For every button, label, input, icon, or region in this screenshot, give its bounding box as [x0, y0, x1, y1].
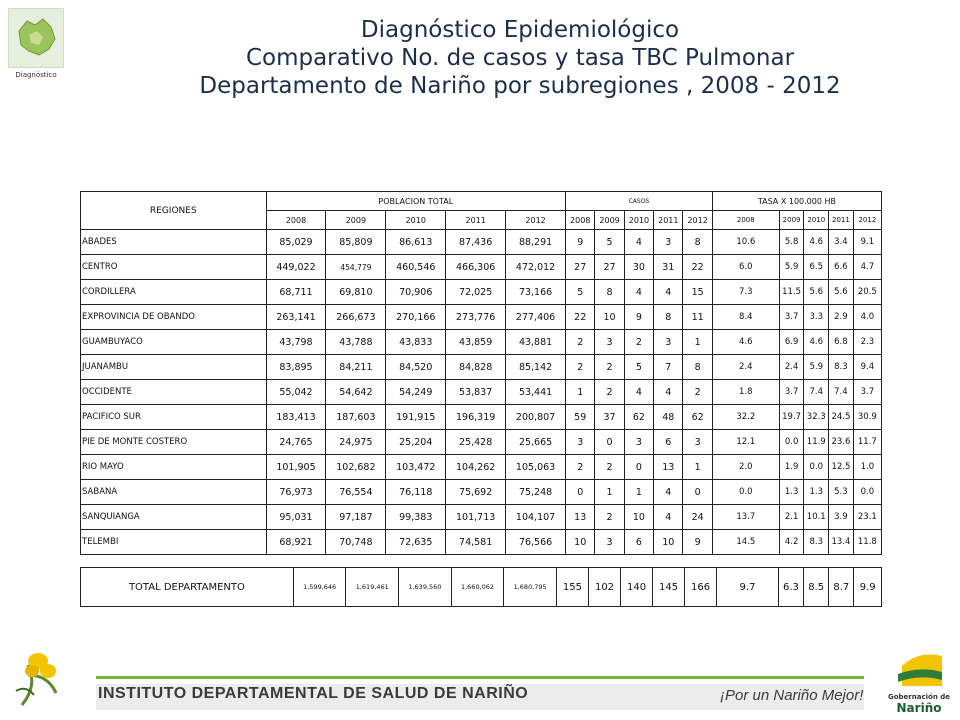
rate-cell: 13.4 [829, 530, 854, 555]
cases-cell: 3 [683, 430, 712, 455]
population-cell: 84,211 [326, 355, 386, 380]
rate-cell: 20.5 [853, 280, 881, 305]
rate-cell: 4.6 [712, 330, 779, 355]
region-name: PACIFICO SUR [81, 405, 267, 430]
population-cell: 196,319 [446, 405, 506, 430]
population-cell: 43,788 [326, 330, 386, 355]
population-cell: 76,118 [386, 480, 446, 505]
population-cell: 449,022 [266, 255, 326, 280]
population-cell: 74,581 [446, 530, 506, 555]
total-population-cell: 1,639,560 [399, 568, 452, 607]
population-cell: 85,142 [506, 355, 566, 380]
rate-cell: 12.5 [829, 455, 854, 480]
population-cell: 68,711 [266, 280, 326, 305]
population-cell: 76,554 [326, 480, 386, 505]
total-rate-cell: 6.3 [778, 568, 803, 607]
total-cases-cell: 102 [588, 568, 620, 607]
cases-cell: 15 [683, 280, 712, 305]
rate-cell: 1.9 [779, 455, 804, 480]
logo-caption: Diagnóstico [15, 71, 57, 79]
rate-cell: 1.3 [804, 480, 829, 505]
total-rate-cell: 9.7 [717, 568, 779, 607]
year-header-casos: 2011 [654, 211, 683, 230]
rate-cell: 9.4 [853, 355, 881, 380]
rate-cell: 23.6 [829, 430, 854, 455]
population-cell: 104,107 [506, 505, 566, 530]
cases-cell: 3 [654, 330, 683, 355]
population-cell: 183,413 [266, 405, 326, 430]
rate-cell: 9.1 [853, 230, 881, 255]
institution-name: INSTITUTO DEPARTAMENTAL DE SALUD DE NARIÑO [98, 685, 529, 702]
region-name: OCCIDENTE [81, 380, 267, 405]
cases-cell: 62 [683, 405, 712, 430]
cases-cell: 11 [683, 305, 712, 330]
population-cell: 200,807 [506, 405, 566, 430]
cases-cell: 9 [624, 305, 653, 330]
year-header-casos: 2010 [624, 211, 653, 230]
cases-cell: 0 [595, 430, 624, 455]
population-cell: 73,166 [506, 280, 566, 305]
population-cell: 273,776 [446, 305, 506, 330]
cases-cell: 1 [624, 480, 653, 505]
cases-cell: 4 [624, 280, 653, 305]
footer-divider [96, 676, 864, 679]
population-cell: 277,406 [506, 305, 566, 330]
rate-cell: 1.0 [853, 455, 881, 480]
population-cell: 88,291 [506, 230, 566, 255]
population-cell: 54,249 [386, 380, 446, 405]
cases-cell: 0 [683, 480, 712, 505]
cases-cell: 6 [654, 430, 683, 455]
total-label: TOTAL DEPARTAMENTO [81, 568, 294, 607]
population-cell: 68,921 [266, 530, 326, 555]
population-cell: 187,603 [326, 405, 386, 430]
region-name: PIE DE MONTE COSTERO [81, 430, 267, 455]
population-cell: 55,042 [266, 380, 326, 405]
rate-cell: 7.3 [712, 280, 779, 305]
region-name: SABANA [81, 480, 267, 505]
cases-cell: 0 [624, 455, 653, 480]
population-cell: 460,546 [386, 255, 446, 280]
year-header-tasa: 2011 [829, 211, 854, 230]
population-cell: 102,682 [326, 455, 386, 480]
cases-cell: 2 [624, 330, 653, 355]
rate-cell: 6.8 [829, 330, 854, 355]
rate-cell: 2.1 [779, 505, 804, 530]
cases-cell: 2 [595, 380, 624, 405]
rate-cell: 6.5 [804, 255, 829, 280]
table-row [81, 355, 882, 380]
rate-cell: 6.0 [712, 255, 779, 280]
rate-cell: 5.6 [829, 280, 854, 305]
rate-cell: 6.6 [829, 255, 854, 280]
map-icon [9, 9, 63, 67]
rate-cell: 3.7 [779, 380, 804, 405]
population-cell: 270,166 [386, 305, 446, 330]
rate-cell: 3.7 [853, 380, 881, 405]
population-cell: 72,025 [446, 280, 506, 305]
population-cell: 70,748 [326, 530, 386, 555]
rate-cell: 3.9 [829, 505, 854, 530]
population-cell: 25,665 [506, 430, 566, 455]
population-header: POBLACION TOTAL [266, 192, 565, 211]
rate-cell: 4.7 [853, 255, 881, 280]
total-table [80, 567, 882, 607]
rate-cell: 14.5 [712, 530, 779, 555]
population-cell: 43,798 [266, 330, 326, 355]
population-cell: 43,881 [506, 330, 566, 355]
gobernacion-label: Gobernación de [887, 693, 950, 701]
cases-cell: 22 [683, 255, 712, 280]
year-header-casos: 2008 [566, 211, 595, 230]
rate-cell: 0.0 [804, 455, 829, 480]
rate-cell: 3.3 [804, 305, 829, 330]
cases-cell: 3 [624, 430, 653, 455]
population-cell: 104,262 [446, 455, 506, 480]
year-header-casos: 2009 [595, 211, 624, 230]
year-header-tasa: 2009 [779, 211, 804, 230]
cases-cell: 8 [683, 355, 712, 380]
population-cell: 24,765 [266, 430, 326, 455]
table-row [81, 255, 882, 280]
region-name: CORDILLERA [81, 280, 267, 305]
rate-cell: 0.0 [779, 430, 804, 455]
total-cases-cell: 145 [653, 568, 685, 607]
rate-header: TASA X 100.000 HB [712, 192, 881, 211]
population-cell: 25,204 [386, 430, 446, 455]
total-rate-cell: 8.7 [829, 568, 854, 607]
population-cell: 76,566 [506, 530, 566, 555]
table-row [81, 280, 882, 305]
cases-cell: 2 [566, 455, 595, 480]
cases-cell: 0 [566, 480, 595, 505]
rate-cell: 5.9 [804, 355, 829, 380]
cases-cell: 8 [595, 280, 624, 305]
total-row [81, 568, 882, 607]
table-row [81, 455, 882, 480]
cases-cell: 22 [566, 305, 595, 330]
cases-cell: 2 [566, 355, 595, 380]
cases-cell: 5 [624, 355, 653, 380]
rate-cell: 1.8 [712, 380, 779, 405]
cases-cell: 13 [566, 505, 595, 530]
cases-cell: 9 [566, 230, 595, 255]
rate-cell: 5.8 [779, 230, 804, 255]
rate-cell: 5.6 [804, 280, 829, 305]
table-row [81, 530, 882, 555]
total-population-cell: 1,619,461 [346, 568, 399, 607]
population-cell: 75,248 [506, 480, 566, 505]
cases-cell: 48 [654, 405, 683, 430]
cases-cell: 4 [624, 230, 653, 255]
rate-cell: 32.2 [712, 405, 779, 430]
total-population-cell: 1,599,646 [293, 568, 346, 607]
rate-cell: 32.3 [804, 405, 829, 430]
rate-cell: 5.9 [779, 255, 804, 280]
table-row [81, 405, 882, 430]
cases-cell: 2 [595, 455, 624, 480]
cases-cell: 4 [624, 380, 653, 405]
rate-cell: 2.9 [829, 305, 854, 330]
cases-cell: 1 [566, 380, 595, 405]
cases-cell: 59 [566, 405, 595, 430]
total-population-cell: 1,680,795 [504, 568, 557, 607]
rate-cell: 8.3 [804, 530, 829, 555]
population-cell: 263,141 [266, 305, 326, 330]
cases-cell: 5 [595, 230, 624, 255]
cases-cell: 5 [566, 280, 595, 305]
cases-cell: 10 [654, 530, 683, 555]
year-header-pop: 2010 [386, 211, 446, 230]
rate-cell: 13.7 [712, 505, 779, 530]
cases-cell: 2 [566, 330, 595, 355]
title-line-2: Comparativo No. de casos y tasa TBC Pulmonar [245, 45, 795, 71]
cases-cell: 9 [683, 530, 712, 555]
population-cell: 87,436 [446, 230, 506, 255]
population-cell: 76,973 [266, 480, 326, 505]
year-header-tasa: 2010 [804, 211, 829, 230]
population-cell: 83,895 [266, 355, 326, 380]
region-name: TELEMBI [81, 530, 267, 555]
cases-cell: 3 [595, 330, 624, 355]
title-line-3: Departamento de Nariño por subregiones , 2008 - 2012 [199, 73, 841, 99]
table-row [81, 305, 882, 330]
rate-cell: 12.1 [712, 430, 779, 455]
cases-cell: 1 [595, 480, 624, 505]
rate-cell: 10.6 [712, 230, 779, 255]
rate-cell: 2.4 [779, 355, 804, 380]
cases-cell: 3 [566, 430, 595, 455]
rate-cell: 0.0 [853, 480, 881, 505]
table-row [81, 480, 882, 505]
rate-cell: 5.3 [829, 480, 854, 505]
cases-header: CASOS [566, 192, 713, 211]
cases-cell: 27 [566, 255, 595, 280]
rate-cell: 0.0 [712, 480, 779, 505]
total-rate-cell: 8.5 [804, 568, 829, 607]
table-row [81, 505, 882, 530]
population-cell: 85,029 [266, 230, 326, 255]
population-cell: 69,810 [326, 280, 386, 305]
population-cell: 99,383 [386, 505, 446, 530]
population-cell: 454,779 [326, 255, 386, 280]
population-cell: 75,692 [446, 480, 506, 505]
cases-cell: 8 [654, 305, 683, 330]
cases-cell: 4 [654, 505, 683, 530]
population-cell: 53,837 [446, 380, 506, 405]
population-cell: 266,673 [326, 305, 386, 330]
region-name: GUAMBUYACO [81, 330, 267, 355]
year-header-tasa: 2008 [712, 211, 779, 230]
cases-cell: 4 [654, 380, 683, 405]
slogan: ¡Por un Nariño Mejor! [720, 687, 864, 704]
population-cell: 103,472 [386, 455, 446, 480]
rate-cell: 24.5 [829, 405, 854, 430]
rate-cell: 30.9 [853, 405, 881, 430]
population-cell: 25,428 [446, 430, 506, 455]
cases-cell: 10 [595, 305, 624, 330]
population-cell: 101,905 [266, 455, 326, 480]
rate-cell: 2.0 [712, 455, 779, 480]
narino-label: Nariño [896, 701, 942, 715]
population-cell: 191,915 [386, 405, 446, 430]
region-name: SANQUIANGA [81, 505, 267, 530]
region-name: JUANAMBU [81, 355, 267, 380]
table-body [81, 230, 882, 555]
regions-header: REGIONES [81, 192, 267, 230]
cases-cell: 3 [595, 530, 624, 555]
population-cell: 54,642 [326, 380, 386, 405]
region-name: EXPROVINCIA DE OBANDO [81, 305, 267, 330]
table-row [81, 380, 882, 405]
population-cell: 472,012 [506, 255, 566, 280]
population-cell: 95,031 [266, 505, 326, 530]
page-title [80, 16, 960, 100]
cases-cell: 2 [595, 505, 624, 530]
population-cell: 24,975 [326, 430, 386, 455]
rate-cell: 19.7 [779, 405, 804, 430]
cases-cell: 10 [566, 530, 595, 555]
rate-cell: 11.5 [779, 280, 804, 305]
population-cell: 72,635 [386, 530, 446, 555]
population-cell: 85,809 [326, 230, 386, 255]
population-cell: 70,906 [386, 280, 446, 305]
rate-cell: 4.6 [804, 230, 829, 255]
population-cell: 105,063 [506, 455, 566, 480]
cases-cell: 30 [624, 255, 653, 280]
region-name: ABADES [81, 230, 267, 255]
cases-cell: 4 [654, 480, 683, 505]
rate-cell: 4.2 [779, 530, 804, 555]
rate-cell: 2.3 [853, 330, 881, 355]
tb-cases-table [80, 191, 882, 555]
cases-cell: 4 [654, 280, 683, 305]
year-header-pop: 2009 [326, 211, 386, 230]
table-row [81, 330, 882, 355]
rate-cell: 11.7 [853, 430, 881, 455]
rate-cell: 7.4 [829, 380, 854, 405]
year-header-pop: 2011 [446, 211, 506, 230]
population-cell: 466,306 [446, 255, 506, 280]
population-cell: 101,713 [446, 505, 506, 530]
total-cases-cell: 166 [685, 568, 717, 607]
region-name: CENTRO [81, 255, 267, 280]
rate-cell: 2.4 [712, 355, 779, 380]
rate-cell: 23.1 [853, 505, 881, 530]
cases-cell: 2 [683, 380, 712, 405]
year-header-pop: 2012 [506, 211, 566, 230]
flower-logo-icon [8, 645, 80, 717]
population-cell: 43,859 [446, 330, 506, 355]
department-map-logo [8, 8, 64, 68]
population-cell: 53,441 [506, 380, 566, 405]
rate-cell: 11.8 [853, 530, 881, 555]
rate-cell: 3.4 [829, 230, 854, 255]
rate-cell: 1.3 [779, 480, 804, 505]
rate-cell: 8.3 [829, 355, 854, 380]
title-line-1: Diagnóstico Epidemiológico [360, 17, 680, 43]
rate-cell: 10.1 [804, 505, 829, 530]
population-cell: 86,613 [386, 230, 446, 255]
rate-cell: 4.0 [853, 305, 881, 330]
total-cases-cell: 140 [621, 568, 653, 607]
population-cell: 84,520 [386, 355, 446, 380]
cases-cell: 10 [624, 505, 653, 530]
table-row [81, 230, 882, 255]
cases-cell: 3 [654, 230, 683, 255]
rate-cell: 7.4 [804, 380, 829, 405]
rate-cell: 3.7 [779, 305, 804, 330]
cases-cell: 37 [595, 405, 624, 430]
cases-cell: 31 [654, 255, 683, 280]
cases-cell: 7 [654, 355, 683, 380]
rate-cell: 4.6 [804, 330, 829, 355]
population-cell: 43,833 [386, 330, 446, 355]
region-name: RIO MAYO [81, 455, 267, 480]
rate-cell: 8.4 [712, 305, 779, 330]
cases-cell: 2 [595, 355, 624, 380]
year-header-tasa: 2012 [853, 211, 881, 230]
cases-cell: 13 [654, 455, 683, 480]
population-cell: 84,828 [446, 355, 506, 380]
rate-cell: 11.9 [804, 430, 829, 455]
table-row [81, 430, 882, 455]
population-cell: 97,187 [326, 505, 386, 530]
rate-cell: 6.9 [779, 330, 804, 355]
year-header-casos: 2012 [683, 211, 712, 230]
cases-cell: 1 [683, 455, 712, 480]
total-cases-cell: 155 [556, 568, 588, 607]
total-rate-cell: 9.9 [854, 568, 882, 607]
cases-cell: 27 [595, 255, 624, 280]
total-population-cell: 1,660,062 [451, 568, 504, 607]
cases-cell: 62 [624, 405, 653, 430]
cases-cell: 24 [683, 505, 712, 530]
cases-cell: 6 [624, 530, 653, 555]
cases-cell: 8 [683, 230, 712, 255]
year-header-pop: 2008 [266, 211, 326, 230]
cases-cell: 1 [683, 330, 712, 355]
